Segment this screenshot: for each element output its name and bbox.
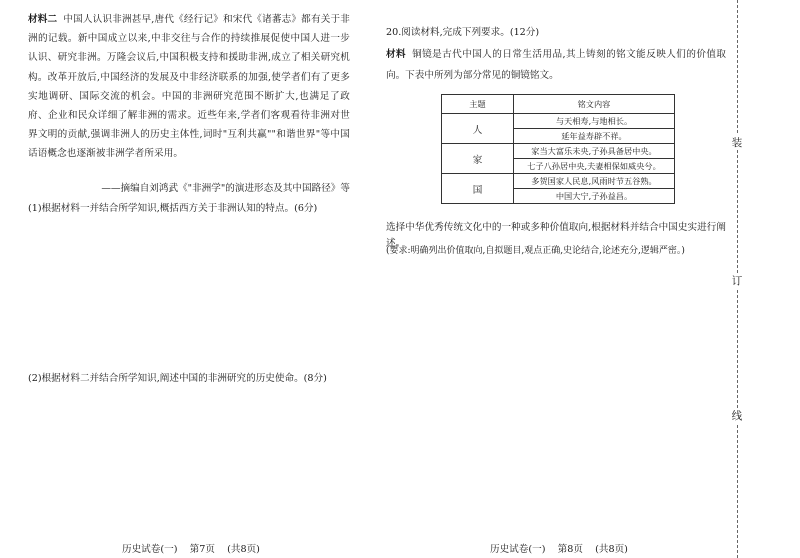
left-page	[0, 0, 372, 558]
material-two-citation: ——摘编自刘鸿武《"非洲学"的演进形态及其中国路径》等	[101, 183, 350, 194]
material-two-paragraph	[28, 10, 350, 164]
table-header-row	[442, 95, 675, 114]
material-text: 铜镜是古代中国人的日常生活用品,其上铸刻的铭文能反映人们的价值取向。下表中所列为部分常见的铜镜铭文。	[386, 49, 726, 81]
question-20-task: 选择中华优秀传统文化中的一种或多种价值取向,根据材料并结合中国史实进行阐述。	[386, 222, 726, 249]
table-row	[442, 174, 675, 189]
material-two-text: 中国人认识非洲甚早,唐代《经行记》和宋代《诸蕃志》都有关于非洲的记载。新中国成立以来,中非交往与合作的持续推展促使中国人进一步认识、研究非洲。万隆会议后,中国积极支持和援助非洲,成立了相关研究机构。改革开放后,中国经济的发展及中非经济联系的加强,使学者们有了更多实地调研、国际交流的机会。中国的非洲研究范围不断扩大,也满足了政府、企业和民众详细了解非洲的需求。近些年来,学者们客观看待非洲对世界文明的贡献,强调非洲人的历史主体性,词时"互利共赢""和谐世界"等中国话语概念也逐渐被非洲学者所采用。	[28, 14, 350, 160]
bronze-inscription-table	[441, 94, 675, 204]
inscription-cell: 中国大宁,子孙益昌。	[514, 189, 675, 204]
topic-cell: 国	[442, 174, 514, 204]
binding-char-zhuang: 装	[728, 135, 746, 150]
table-row	[442, 144, 675, 159]
question-2: (2)根据材料二并结合所学知识,阐述中国的非洲研究的历史使命。(8分)	[28, 373, 327, 384]
inscription-cell: 多贺国家人民息,风雨时节五谷熟。	[514, 174, 675, 189]
table-row	[442, 114, 675, 129]
topic-cell: 人	[442, 114, 514, 144]
table-header-topic: 主题	[442, 95, 514, 114]
table-header-inscription: 铭文内容	[514, 95, 675, 114]
inscription-cell: 家当大富乐未央,子孙具备居中央。	[514, 144, 675, 159]
topic-cell: 家	[442, 144, 514, 174]
page-footer-left: 历史试卷(一) 第7页 (共8页)	[122, 544, 260, 555]
question-1: (1)根据材料一并结合所学知识,概括西方关于非洲认知的特点。(6分)	[28, 203, 318, 214]
binding-char-xian: 线	[728, 408, 746, 423]
question-20-material	[386, 44, 726, 86]
question-20-requirement: (要求:明确列出价值取向,自拟题目,观点正确,史论结合,论述充分,逻辑严密。)	[386, 246, 685, 256]
inscription-cell: 与天相寿,与地相长。	[514, 114, 675, 129]
binding-char-ding: 订	[728, 273, 746, 288]
inscription-cell: 延年益寿辟不祥。	[514, 129, 675, 144]
question-20-title: 20.阅读材料,完成下列要求。(12分)	[386, 27, 540, 38]
material-label: 材料	[386, 49, 407, 60]
inscription-cell: 七子八孙居中央,夫妻相保如威央兮。	[514, 159, 675, 174]
material-two-label: 材料二	[28, 14, 58, 25]
page-footer-right: 历史试卷(一) 第8页 (共8页)	[490, 544, 628, 555]
